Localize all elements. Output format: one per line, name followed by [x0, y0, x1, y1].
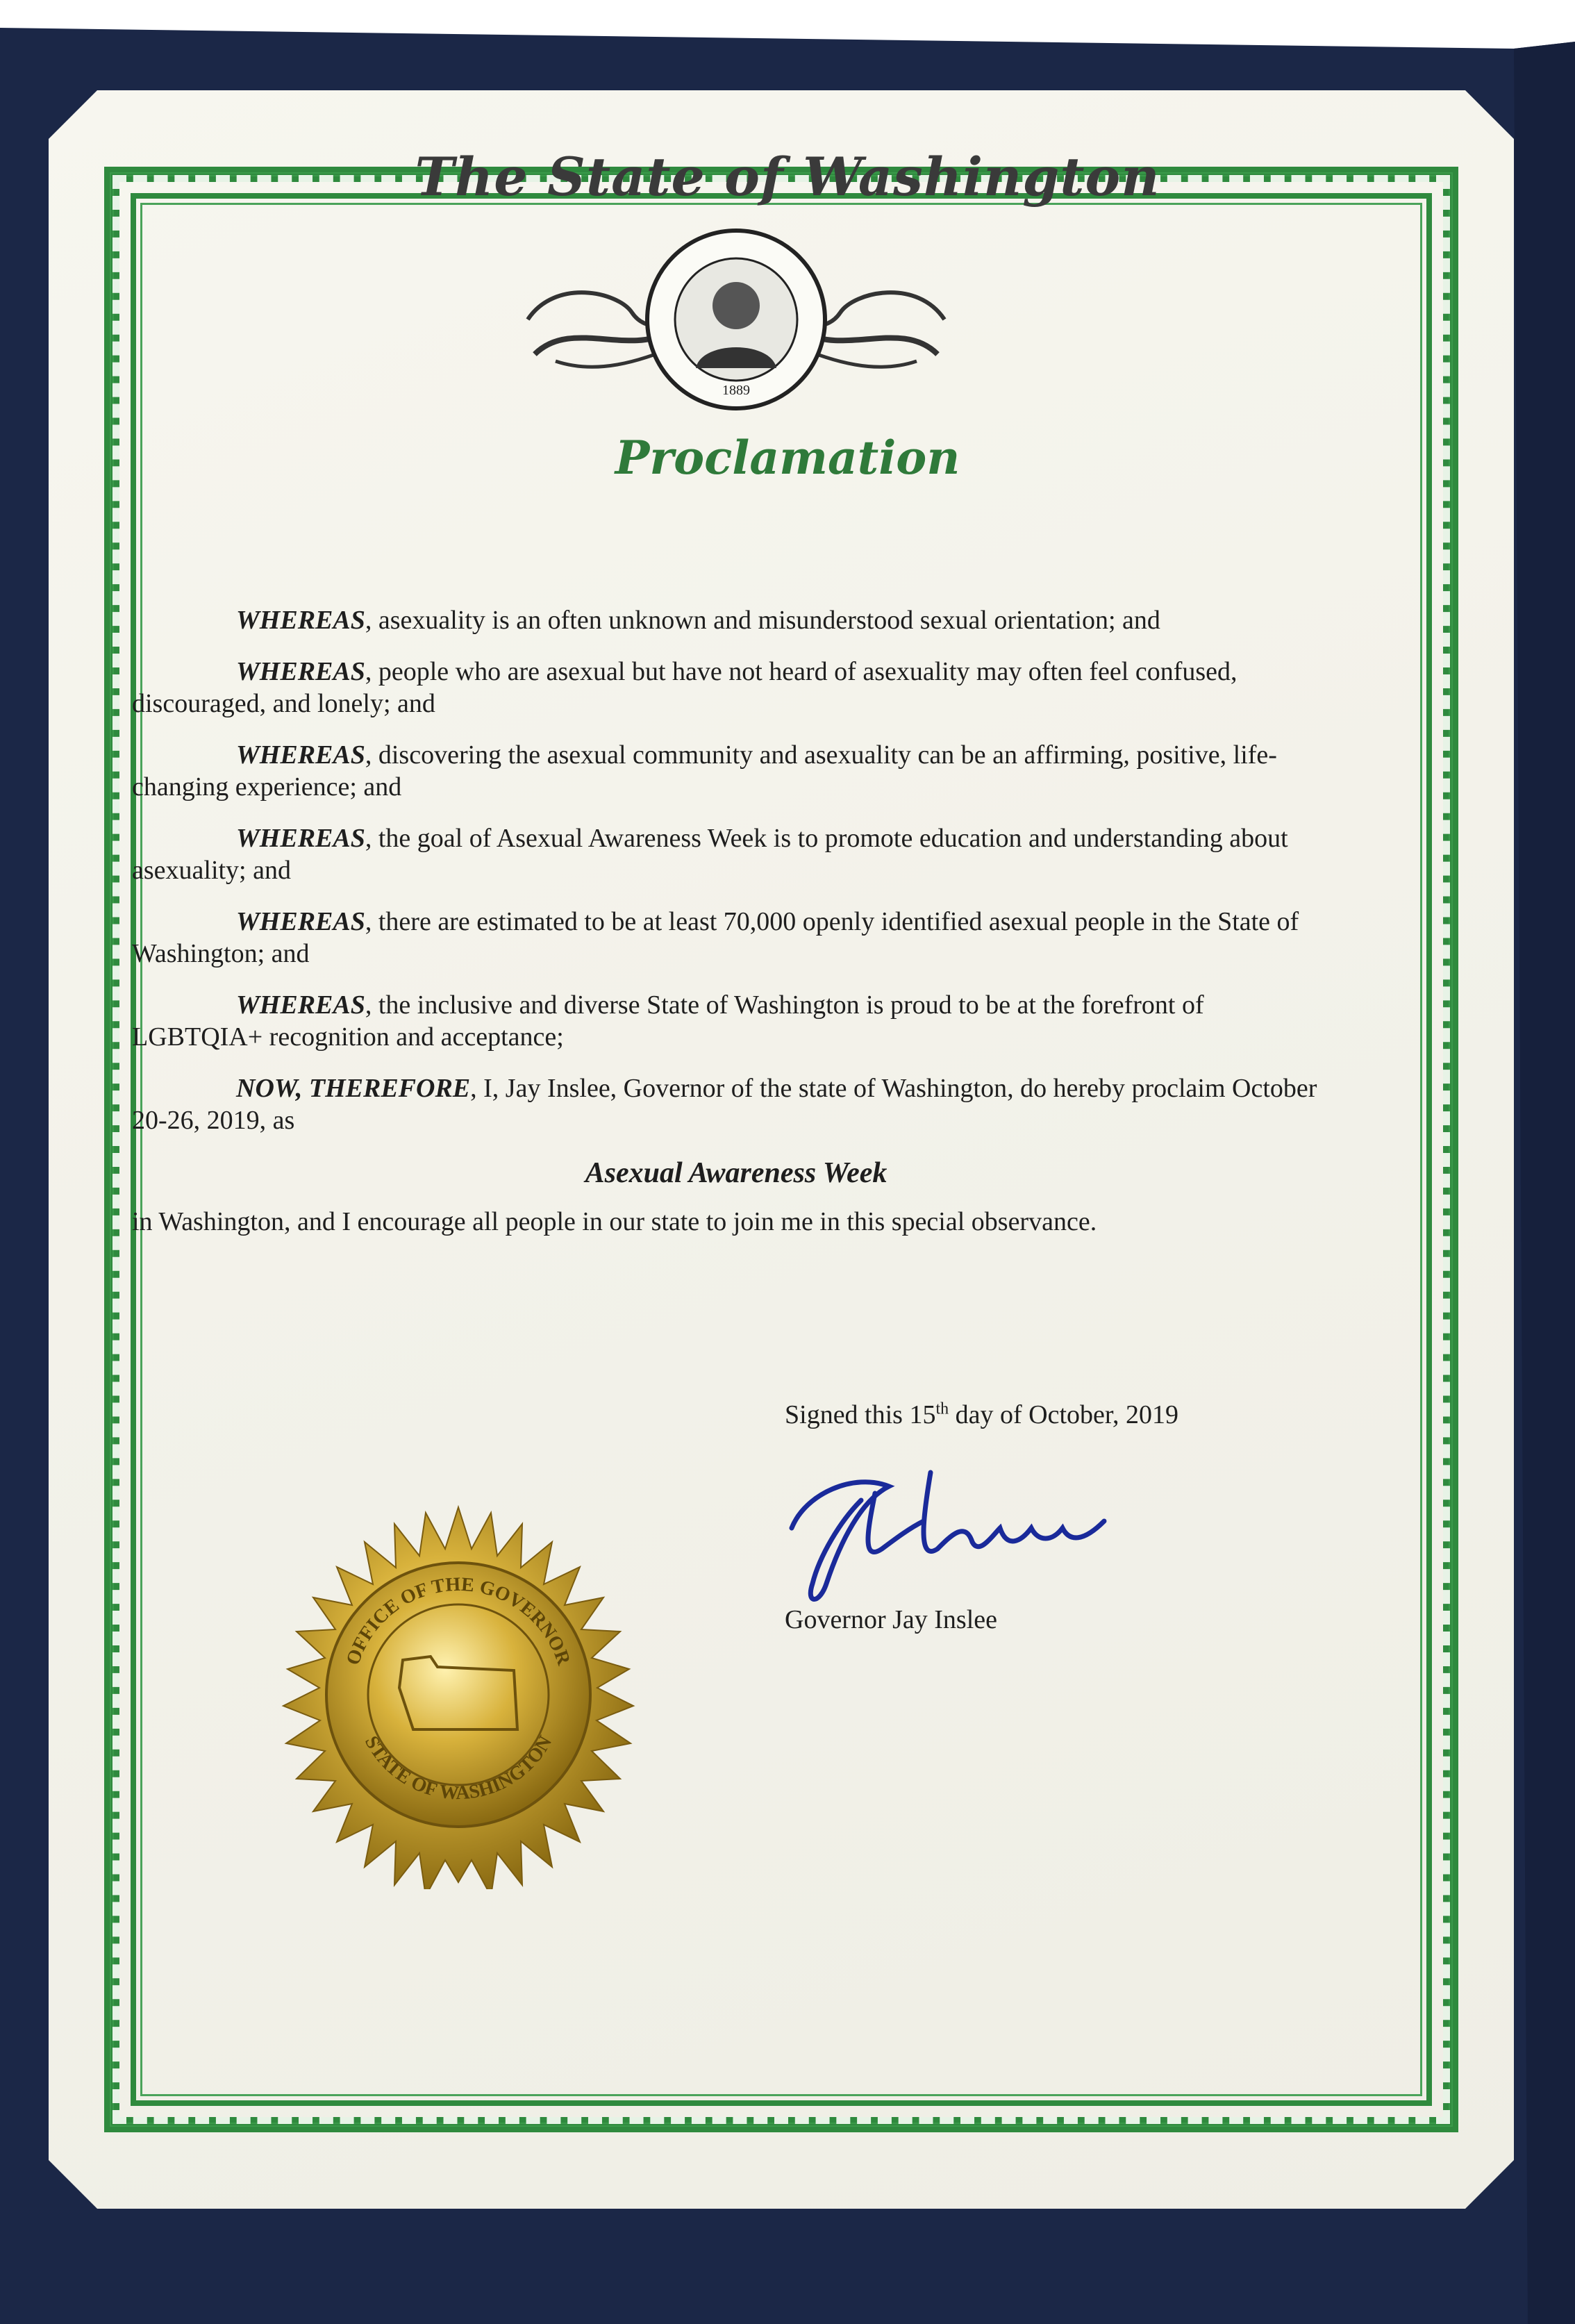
header-title: The State of Washington [415, 146, 1160, 208]
governor-name: Governor Jay Inslee [785, 1605, 998, 1634]
therefore-paragraph: NOW, THEREFORE, I, Jay Inslee, Governor of the state of Washington, do hereby proclaim October 20-26, 2019, as [132, 1074, 1317, 1135]
signed-date: Signed this 15th day of October, 2019 [785, 1400, 1179, 1429]
whereas-paragraph-3: WHEREAS, discovering the asexual community and asexuality can be an affirming, positive, life-changing experience; and [132, 740, 1277, 802]
event-name: Asexual Awareness Week [585, 1157, 888, 1189]
whereas-paragraph-2: WHEREAS, people who are asexual but have not heard of asexuality may often feel confused, discouraged, and lonely; and [132, 657, 1238, 718]
gold-seal-bottom-text: STATE OF WASHINGTON [360, 1732, 557, 1804]
seal-year: 1889 [722, 383, 750, 398]
gold-seal-icon [264, 1500, 653, 1889]
whereas-paragraph-4: WHEREAS, the goal of Asexual Awareness Week is to promote education and understanding about asexuality; and [132, 824, 1288, 885]
state-seal-emblem [514, 215, 958, 424]
proclamation-body [132, 604, 1340, 1238]
gold-seal-top-text: OFFICE OF THE GOVERNOR [342, 1573, 575, 1668]
whereas-paragraph-5: WHEREAS, there are estimated to be at least 70,000 openly identified asexual people in the State of Washington; and [132, 907, 1299, 968]
signature-icon [778, 1445, 1139, 1611]
closing-line: in Washington, and I encourage all people in our state to join me in this special observance. [132, 1207, 1097, 1236]
state-seal-icon [514, 215, 958, 424]
whereas-paragraph-1: WHEREAS, asexuality is an often unknown and misunderstood sexual orientation; and [236, 606, 1160, 635]
whereas-paragraph-6: WHEREAS, the inclusive and diverse State of Washington is proud to be at the forefront of LGBTQIA+ recognition and acceptance; [132, 990, 1204, 1052]
gold-seal [264, 1500, 653, 1889]
proclamation-heading: Proclamation [615, 431, 960, 485]
governor-signature [778, 1445, 1139, 1611]
